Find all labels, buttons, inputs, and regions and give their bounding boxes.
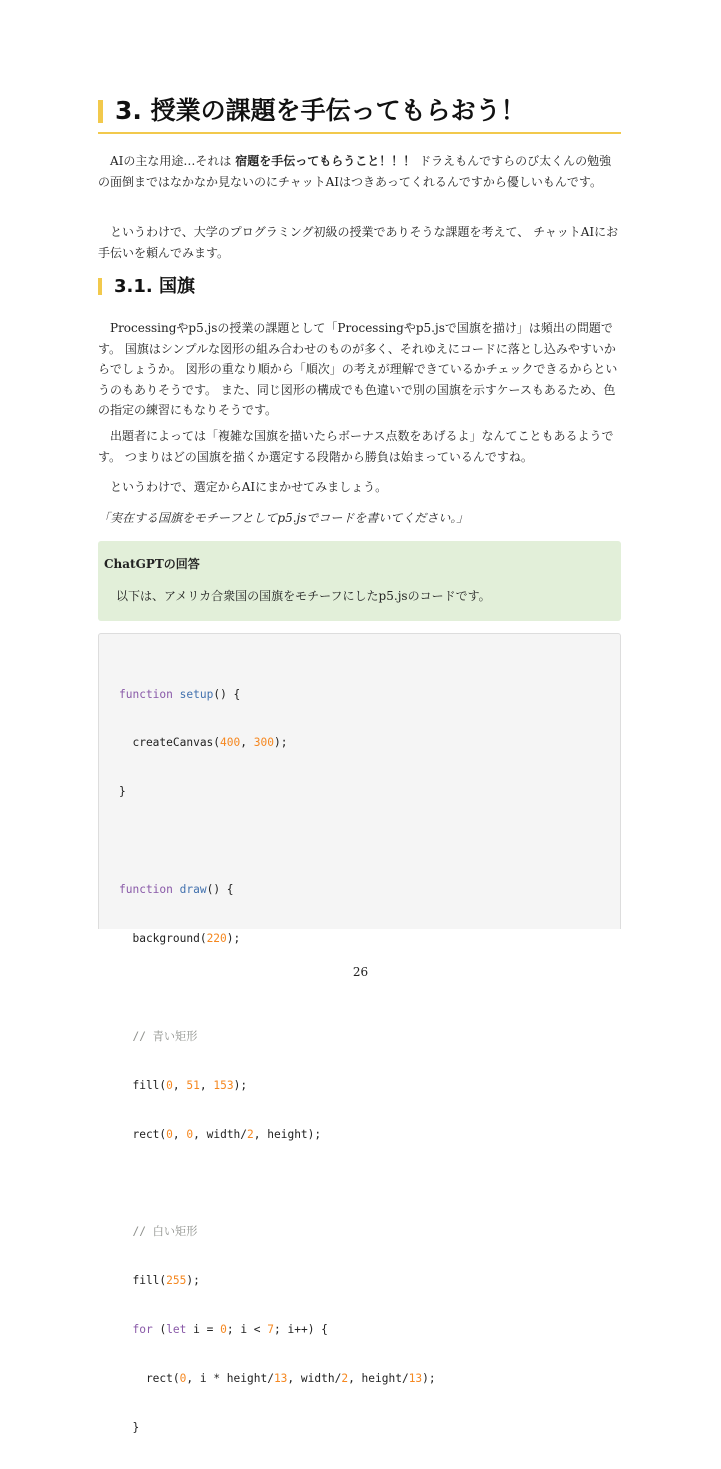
section-paragraph-1: Processingやp5.jsの授業の課題として「Processingやp5.jsで国旗を描け」は頻出の問題です。 国旗はシンプルな図形の組み合わせのものが多く、それゆえにコードに落とし込みやすいからでしょうか。 図形の重なり順から「順次」の考えが理解できているかチェックできるからというのもありそうです。 また、同じ図形の構成でも色違いで別の国旗を示すケースもあるため、色の指定の練習にもなりそうです。: [98, 321, 618, 417]
prompt-quote: 「実在する国旗をモチーフとしてp5.jsでコードを書いてください。」: [98, 511, 469, 525]
code-line: fill(255);: [119, 1274, 200, 1288]
code-line: fill(0, 51, 153);: [119, 1078, 248, 1092]
chapter-paragraph-1-bold: 宿題を手伝ってもらうこと！！！: [235, 154, 416, 168]
code-line: createCanvas(400, 300);: [119, 736, 288, 750]
chapter-paragraph-2: というわけで、大学のプログラミング初級の授業でありそうな課題を考えて、 チャットAIにお手伝いを頼んでみます。: [98, 225, 619, 260]
heading-accent-bar: [98, 100, 103, 123]
answer-body: 以下は、アメリカ合衆国の国旗をモチーフにしたp5.jsのコードです。: [116, 589, 491, 603]
code-line: // 青い矩形: [119, 1029, 198, 1043]
section-paragraph-3: というわけで、選定からAIにまかせてみましょう。: [110, 480, 388, 494]
page-number: 26: [352, 965, 369, 979]
code-line: rect(0, i * height/13, width/2, height/13);: [119, 1372, 436, 1386]
chatgpt-answer-box: [98, 541, 621, 621]
section-paragraph-2: 出題者によっては「複雑な国旗を描いたらボーナス点数をあげるよ」なんてこともあるようです。 つまりはどの国旗を描くか選定する段階から勝負は始まっているんですね。: [98, 429, 614, 464]
code-line: rect(0, 0, width/2, height);: [119, 1127, 322, 1141]
chapter-paragraph-1-post: ドラえもんですらのび太くんの勉強の面倒まではなかなか見ないのにチャットAIはつきあってくれるんですから優しいもんです。: [98, 154, 612, 189]
answer-title: ChatGPTの回答: [104, 557, 200, 571]
code-line-blank: [119, 833, 436, 849]
section-accent-bar: [98, 278, 102, 295]
chapter-heading: [98, 92, 621, 134]
code-line: function setup() {: [119, 687, 241, 701]
code-line-blank: [119, 1176, 436, 1192]
code-line: function draw() {: [119, 883, 234, 897]
code-line: background(220);: [119, 932, 241, 946]
code-line: for (let i = 0; i < 7; i++) {: [132, 1323, 328, 1337]
code-line: // 白い矩形: [119, 1225, 198, 1239]
chapter-heading-text: 3. 授業の課題を手伝ってもらおう！: [115, 96, 526, 125]
section-heading-text: 3.1. 国旗: [114, 276, 195, 297]
code-line-blank: [119, 980, 436, 996]
code-line: }: [119, 1420, 140, 1434]
code-line: }: [119, 785, 126, 799]
code-listing: [119, 654, 436, 1469]
chapter-paragraph-1: [98, 151, 621, 192]
chapter-paragraph-1-pre: AIの主な用途…それは: [110, 154, 236, 168]
